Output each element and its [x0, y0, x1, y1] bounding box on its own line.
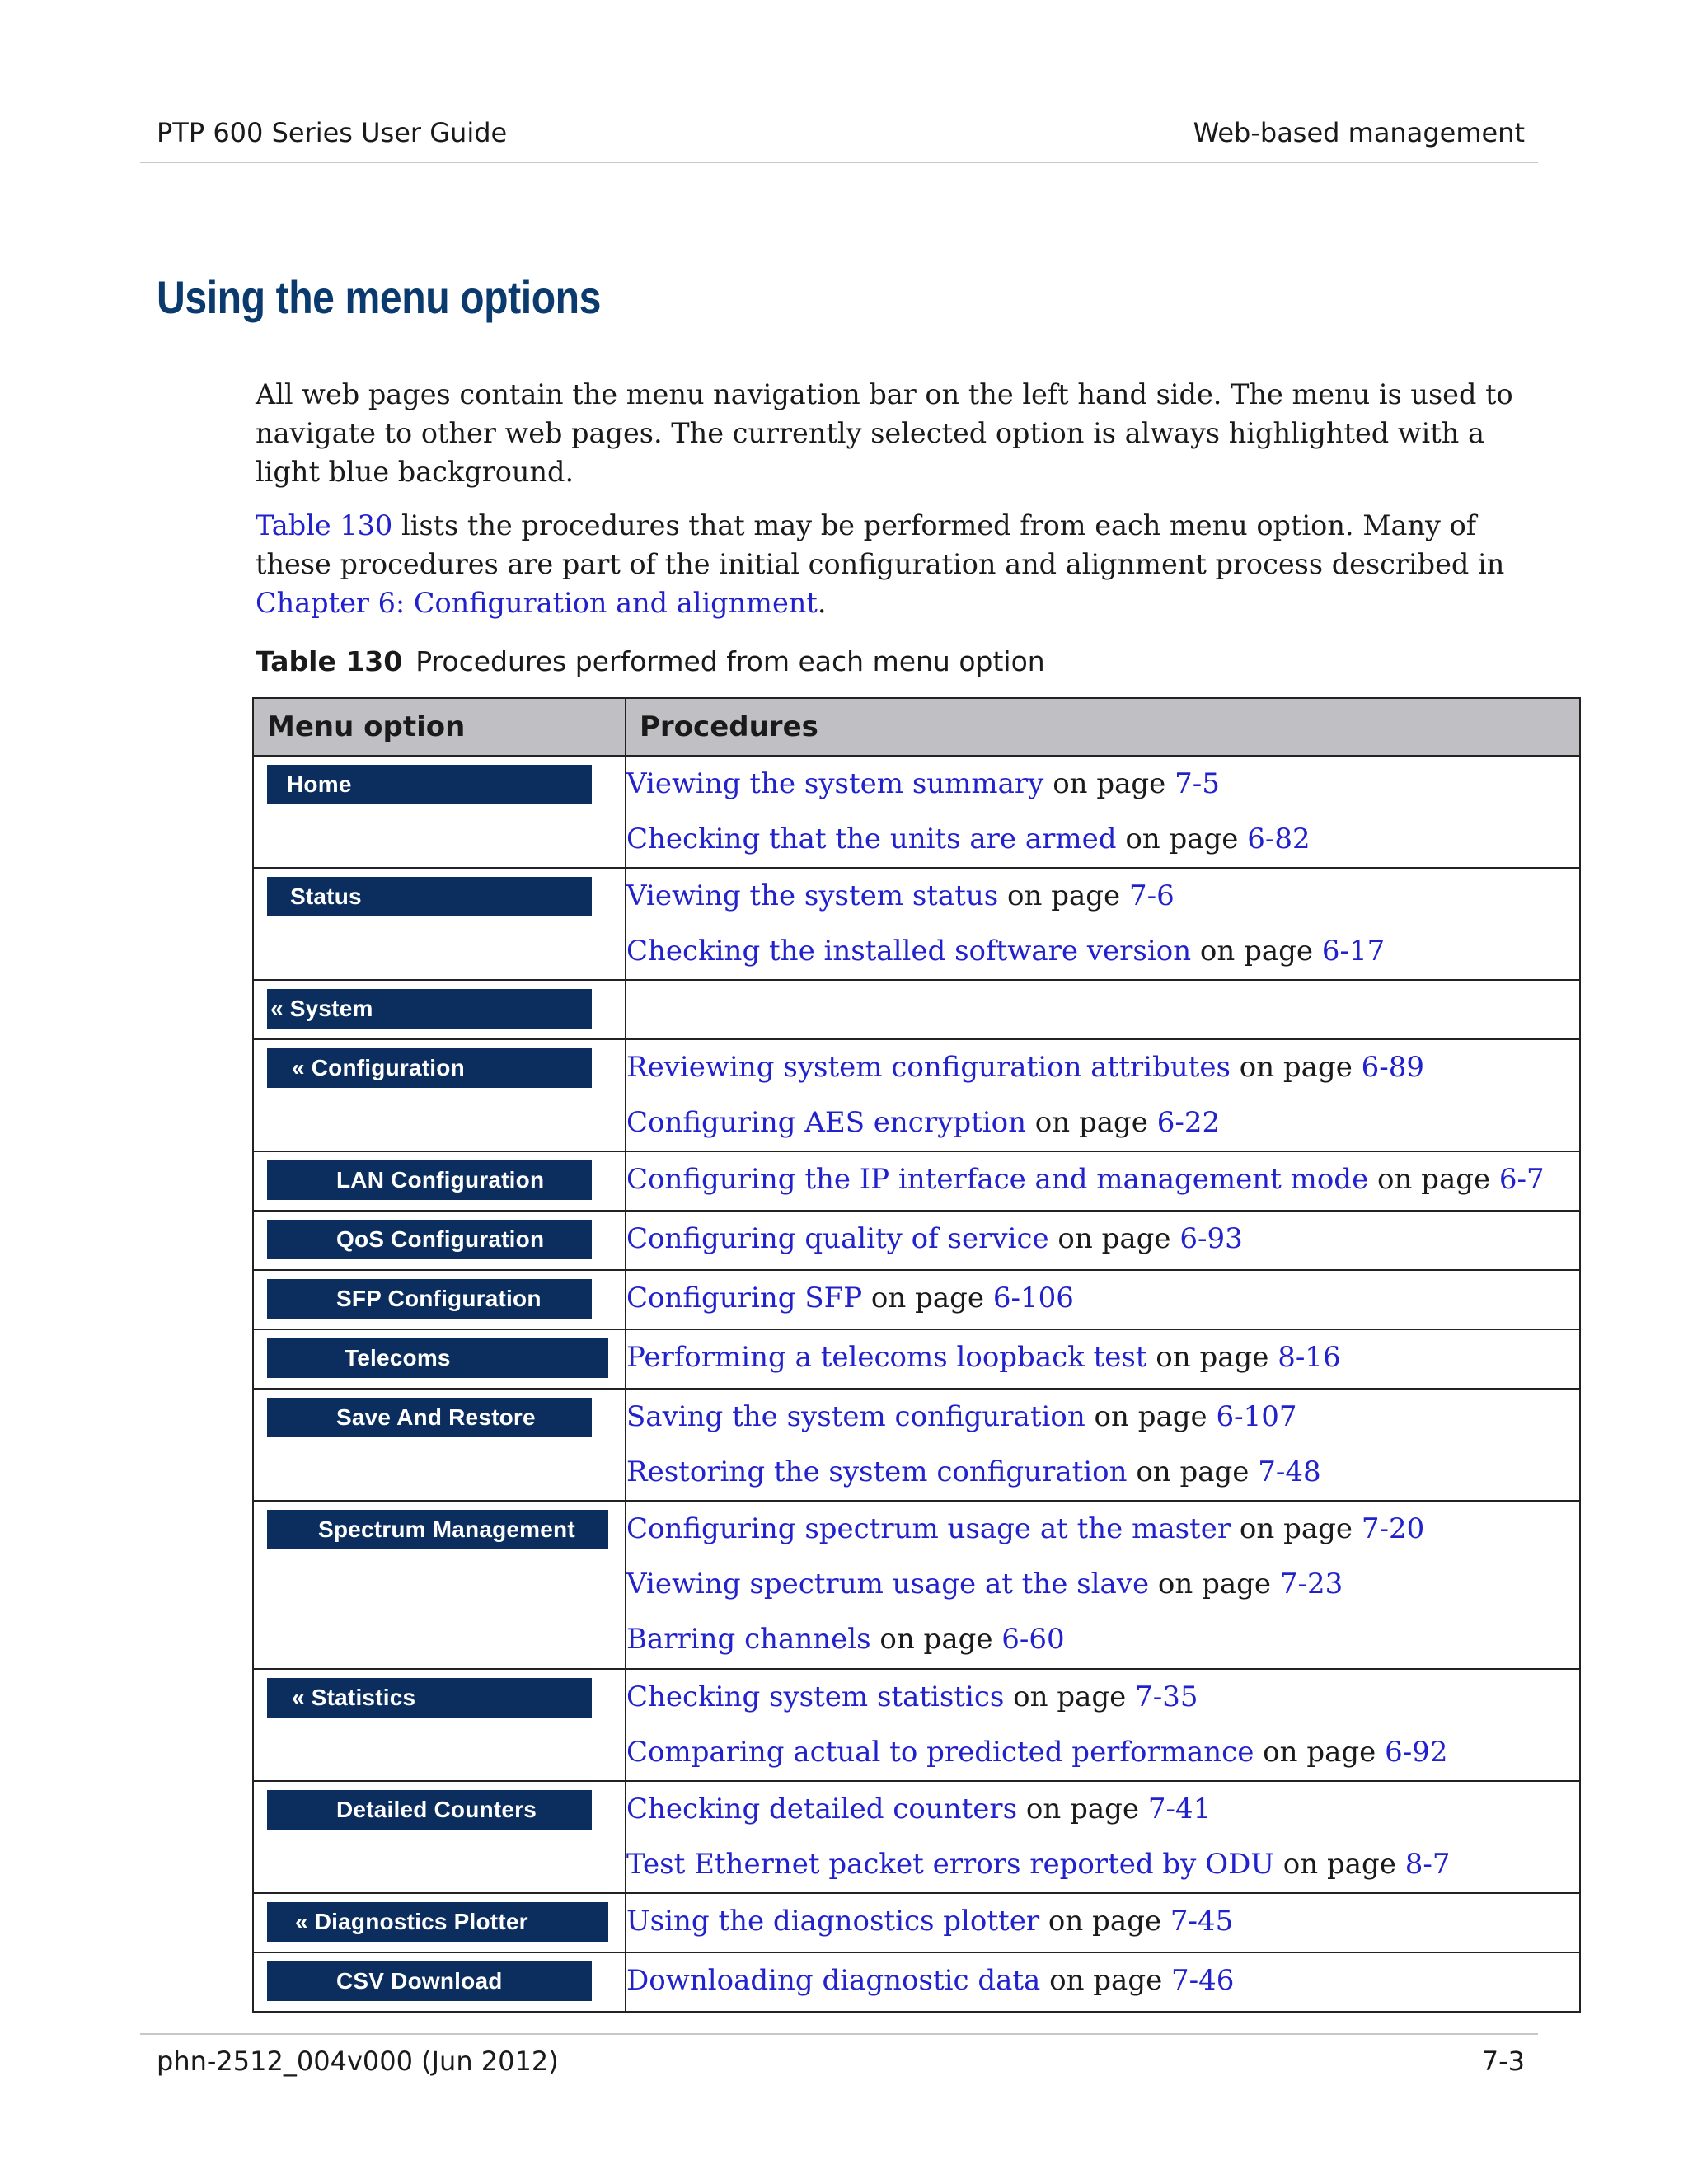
table-130-link[interactable]: Table 130: [256, 509, 393, 541]
procedures-cell: [626, 1329, 1580, 1389]
page-reference-link[interactable]: 7-48: [1258, 1455, 1321, 1488]
procedure-link[interactable]: Checking the installed software version: [626, 935, 1192, 968]
procedure-link[interactable]: Restoring the system configuration: [626, 1455, 1128, 1488]
procedures-cell: [626, 1669, 1580, 1781]
table-reference-paragraph: [256, 506, 1541, 622]
menu-option-cell: [253, 1389, 626, 1501]
procedures-cell: [626, 756, 1580, 868]
chapter-6-link[interactable]: Chapter 6: Configuration and alignment: [256, 587, 818, 619]
procedure-line: [626, 869, 1579, 924]
on-page-text: on page: [1013, 1680, 1127, 1713]
on-page-text: on page: [1049, 1964, 1163, 1997]
procedures-cell: [626, 1270, 1580, 1329]
on-page-text: on page: [1125, 823, 1239, 855]
on-page-text: on page: [1263, 1736, 1376, 1769]
table-caption-text: Procedures performed from each menu option: [415, 645, 1045, 677]
page-reference-link[interactable]: 7-45: [1170, 1905, 1234, 1938]
page-reference-link[interactable]: 7-41: [1147, 1793, 1212, 1825]
procedure-line: [626, 1040, 1579, 1095]
procedure-link[interactable]: Checking that the units are armed: [626, 823, 1117, 855]
menu-button[interactable]: SFP Configuration: [267, 1279, 592, 1319]
column-header-menu-option: Menu option: [253, 698, 626, 756]
table-row: [253, 1211, 1580, 1270]
table-row: [253, 1329, 1580, 1389]
procedure-link[interactable]: Viewing the system summary: [626, 767, 1044, 800]
table-row: [253, 1270, 1580, 1329]
procedure-line: [626, 812, 1579, 867]
procedure-line: [626, 1271, 1579, 1326]
page-reference-link[interactable]: 7-23: [1279, 1568, 1343, 1601]
table-row: [253, 980, 1580, 1039]
menu-option-cell: [253, 868, 626, 980]
table-row: [253, 1669, 1580, 1781]
procedure-link[interactable]: Viewing spectrum usage at the slave: [626, 1568, 1150, 1601]
page-reference-link[interactable]: 7-46: [1171, 1964, 1235, 1997]
page-reference-link[interactable]: 8-7: [1404, 1848, 1451, 1881]
menu-button[interactable]: Status: [267, 877, 592, 916]
procedure-line: [626, 1725, 1579, 1780]
procedure-link[interactable]: Configuring quality of service: [626, 1222, 1049, 1255]
on-page-text: on page: [1094, 1400, 1207, 1433]
page-reference-link[interactable]: 7-6: [1128, 879, 1175, 912]
procedure-link[interactable]: Checking system statistics: [626, 1680, 1005, 1713]
menu-option-cell: [253, 756, 626, 868]
page-number: 7-3: [1481, 2046, 1525, 2077]
procedures-table: [252, 697, 1581, 2013]
table-row: [253, 756, 1580, 868]
page-reference-link[interactable]: 6-93: [1179, 1222, 1243, 1255]
procedure-line: [626, 757, 1579, 812]
procedure-link[interactable]: Checking detailed counters: [626, 1793, 1018, 1825]
procedure-link[interactable]: Downloading diagnostic data: [626, 1964, 1041, 1997]
table-row: [253, 868, 1580, 980]
page-reference-link[interactable]: 8-16: [1278, 1341, 1341, 1374]
menu-option-cell: [253, 1893, 626, 1952]
menu-button[interactable]: Spectrum Management: [267, 1510, 608, 1549]
para-text: lists the procedures that may be performed from each menu option. Many of these procedures are part of the initial configuration and alignment process described in: [256, 509, 1505, 580]
running-header-section: Web-based management: [1193, 117, 1525, 148]
on-page-text: on page: [879, 1623, 993, 1656]
procedure-link[interactable]: Saving the system configuration: [626, 1400, 1085, 1433]
on-page-text: on page: [870, 1282, 984, 1315]
procedure-line: [626, 1557, 1579, 1612]
procedures-cell: [626, 1893, 1580, 1952]
procedure-link[interactable]: Configuring the IP interface and management mode: [626, 1163, 1369, 1196]
page-reference-link[interactable]: 7-5: [1175, 767, 1220, 800]
page-reference-link[interactable]: 6-82: [1247, 823, 1311, 855]
on-page-text: on page: [1034, 1106, 1148, 1139]
procedure-link[interactable]: Viewing the system status: [626, 879, 999, 912]
menu-button[interactable]: CSV Download: [267, 1961, 592, 2001]
menu-button[interactable]: Detailed Counters: [267, 1790, 592, 1830]
procedures-cell: [626, 1781, 1580, 1893]
table-caption-label: Table 130: [256, 645, 403, 677]
page-reference-link[interactable]: 6-107: [1216, 1400, 1297, 1433]
procedure-line: [626, 1612, 1579, 1667]
menu-option-cell: [253, 1952, 626, 2012]
menu-option-cell: [253, 1039, 626, 1151]
para-text-end: .: [817, 587, 827, 619]
procedures-cell: [626, 1211, 1580, 1270]
footer-rule: [140, 2033, 1538, 2035]
on-page-text: on page: [1377, 1163, 1491, 1196]
procedure-link[interactable]: Configuring SFP: [626, 1282, 863, 1315]
header-rule: [140, 162, 1538, 163]
menu-option-cell: [253, 980, 626, 1039]
on-page-text: on page: [1239, 1512, 1353, 1545]
menu-button[interactable]: Save And Restore: [267, 1398, 592, 1437]
procedure-line: [626, 924, 1579, 979]
procedures-cell: [626, 1039, 1580, 1151]
menu-option-cell: [253, 1151, 626, 1211]
page-reference-link[interactable]: 6-17: [1321, 935, 1386, 968]
procedure-link[interactable]: Configuring AES encryption: [626, 1106, 1026, 1139]
menu-option-cell: [253, 1669, 626, 1781]
menu-option-cell: [253, 1329, 626, 1389]
procedure-line: [626, 1390, 1579, 1445]
procedure-line: [626, 1445, 1579, 1500]
procedure-link[interactable]: Test Ethernet packet errors reported by ODU: [626, 1848, 1274, 1881]
table-row: [253, 1389, 1580, 1501]
table-row: [253, 1501, 1580, 1669]
intro-paragraph: All web pages contain the menu navigation bar on the left hand side. The menu is used to navigate to other web pages. The currently selected option is always highlighted with a light blue background.: [256, 378, 1513, 488]
procedures-cell: [626, 868, 1580, 980]
on-page-text: on page: [1136, 1455, 1250, 1488]
on-page-text: on page: [1239, 1051, 1353, 1084]
procedure-line: [626, 1670, 1579, 1725]
column-header-procedures: Procedures: [626, 698, 1580, 756]
menu-button[interactable]: « Diagnostics Plotter: [267, 1902, 608, 1942]
procedure-line: [626, 1330, 1579, 1385]
on-page-text: on page: [1199, 935, 1314, 968]
page-reference-link[interactable]: 7-20: [1361, 1512, 1425, 1545]
on-page-text: on page: [1048, 1905, 1161, 1938]
table-row: [253, 1781, 1580, 1893]
on-page-text: on page: [1007, 879, 1121, 912]
procedure-line: [626, 1953, 1579, 2008]
procedure-link[interactable]: Using the diagnostics plotter: [626, 1905, 1040, 1938]
on-page-text: on page: [1157, 1568, 1272, 1601]
on-page-text: on page: [1282, 1848, 1396, 1881]
menu-option-cell: [253, 1270, 626, 1329]
page-reference-link[interactable]: 6-22: [1156, 1106, 1221, 1139]
procedure-line: [626, 1152, 1579, 1207]
menu-button[interactable]: « Statistics: [267, 1678, 592, 1718]
procedure-line: [626, 1212, 1579, 1267]
page-reference-link[interactable]: 6-89: [1361, 1051, 1425, 1084]
menu-button[interactable]: « System: [267, 989, 592, 1029]
procedures-cell: [626, 1952, 1580, 2012]
page-reference-link[interactable]: 7-35: [1135, 1680, 1198, 1713]
menu-button[interactable]: QoS Configuration: [267, 1220, 592, 1259]
menu-button[interactable]: « Configuration: [267, 1048, 592, 1088]
table-row: [253, 1039, 1580, 1151]
procedure-link[interactable]: Comparing actual to predicted performance: [626, 1736, 1254, 1769]
on-page-text: on page: [1057, 1222, 1171, 1255]
procedure-link[interactable]: Performing a telecoms loopback test: [626, 1341, 1147, 1374]
table-row: [253, 1893, 1580, 1952]
running-header-title: PTP 600 Series User Guide: [157, 117, 508, 148]
table-caption: [256, 645, 1045, 677]
menu-option-cell: [253, 1501, 626, 1669]
page-reference-link[interactable]: 6-106: [992, 1282, 1074, 1315]
procedure-line: [626, 1837, 1579, 1892]
page-reference-link[interactable]: 6-92: [1385, 1736, 1448, 1769]
menu-button[interactable]: LAN Configuration: [267, 1160, 592, 1200]
menu-option-cell: [253, 1211, 626, 1270]
procedure-link[interactable]: Configuring spectrum usage at the master: [626, 1512, 1231, 1545]
procedure-link[interactable]: Barring channels: [626, 1623, 880, 1656]
procedures-cell: [626, 1389, 1580, 1501]
on-page-text: on page: [1156, 1341, 1269, 1374]
table-row: [253, 1952, 1580, 2012]
procedure-line: [626, 1782, 1579, 1837]
page-title: Using the menu options: [157, 271, 602, 323]
page-reference-link[interactable]: 6-7: [1498, 1163, 1545, 1196]
procedure-line: [626, 1095, 1579, 1151]
table-row: [253, 1151, 1580, 1211]
procedures-cell: [626, 1151, 1580, 1211]
procedure-link[interactable]: Reviewing system configuration attributes: [626, 1051, 1231, 1084]
procedures-cell: [626, 1501, 1580, 1669]
procedure-line: [626, 1502, 1579, 1557]
menu-button[interactable]: Home: [267, 765, 592, 804]
document-id: phn-2512_004v000 (Jun 2012): [157, 2046, 559, 2077]
on-page-text: on page: [1025, 1793, 1139, 1825]
page-reference-link[interactable]: 6-60: [1001, 1623, 1065, 1656]
procedure-line: [626, 1894, 1579, 1949]
procedures-cell: [626, 980, 1580, 1039]
menu-button[interactable]: Telecoms: [267, 1338, 608, 1378]
on-page-text: on page: [1053, 767, 1166, 800]
menu-option-cell: [253, 1781, 626, 1893]
